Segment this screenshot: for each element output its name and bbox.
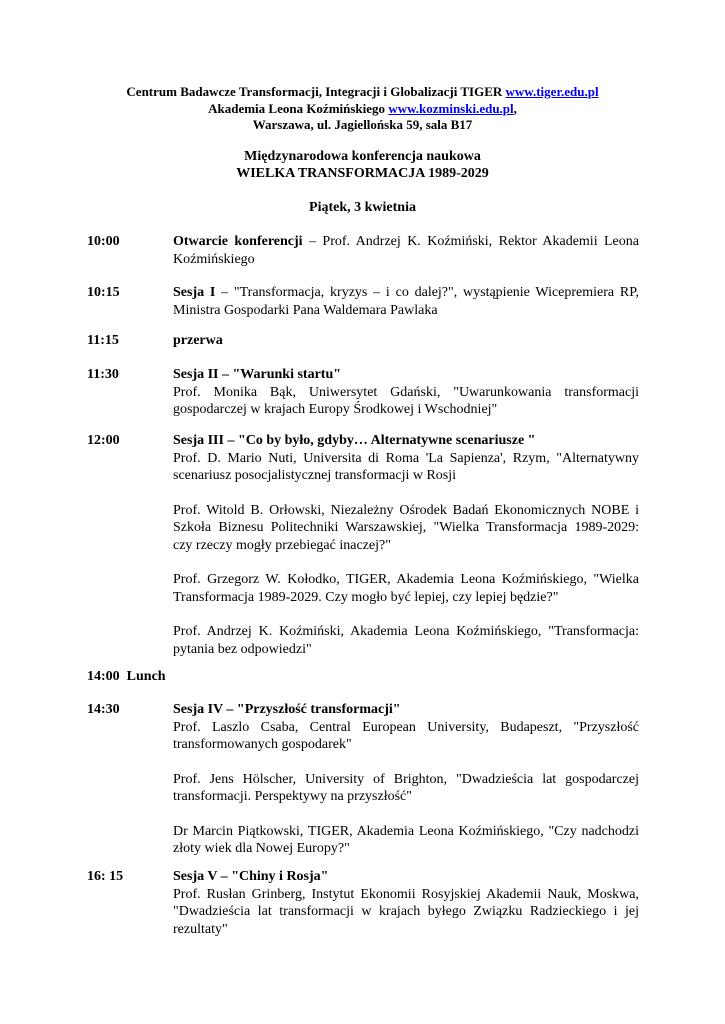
conference-name: WIELKA TRANSFORMACJA 1989-2029 (236, 166, 489, 181)
entry-content (173, 868, 639, 938)
conference-type: Międzynarodowa konferencja naukowa (244, 149, 481, 164)
entry-time: 10:00 (87, 234, 120, 249)
comma: , (513, 100, 517, 116)
conference-title (0, 148, 725, 182)
entry-content (173, 233, 639, 268)
session-title: Sesja II – "Warunki startu" (173, 367, 342, 382)
entry-content (173, 366, 639, 419)
header-line-kozminski (0, 101, 725, 118)
entry-time: 12:00 (87, 433, 120, 448)
entry-description: – Prof. Andrzej K. Koźmiński, Rektor Akademii Leona Koźmińskiego (173, 234, 639, 267)
lunch-entry: 14:00 Lunch (87, 669, 166, 684)
entry-content (173, 332, 639, 350)
entry-content (173, 432, 639, 658)
tiger-name: Centrum Badawcze Transformacji, Integracji i Globalizacji TIGER (126, 84, 506, 99)
entry-content (173, 284, 639, 319)
presentation: Prof. Rusłan Grinberg, Instytut Ekonomii Rosyjskiej Akademii Nauk, Moskwa, "Dwadzieścia lat transformacji w krajach byłego Związku Radzieckiego i jej rezultaty" (173, 886, 639, 937)
header-address: Warszawa, ul. Jagiellońska 59, sala B17 (252, 117, 473, 132)
organizers-header (0, 84, 725, 134)
entry-time: 14:30 (87, 702, 120, 717)
entry-time: 16: 15 (87, 869, 124, 884)
presentation: Prof. Laszlo Csaba, Central European University, Budapeszt, "Przyszłość transformowanych gospodarek" (173, 719, 639, 752)
presentation: Prof. Monika Bąk, Uniwersytet Gdański, "Uwarunkowania transformacji gospodarczej w krajach Europy Środkowej i Wschodniej" (173, 384, 639, 417)
tiger-link[interactable]: www.tiger.edu.pl (505, 84, 599, 99)
session-title: Sesja IV – "Przyszłość transformacji" (173, 702, 401, 717)
kozminski-link[interactable]: www.kozminski.edu.pl (388, 100, 514, 116)
entry-title: Otwarcie konferencji (173, 234, 303, 249)
entry-title: Sesja I (173, 285, 216, 300)
presentation: Prof. Andrzej K. Koźmiński, Akademia Leona Koźmińskiego, "Transformacja: pytania bez odpowiedzi" (173, 624, 639, 657)
entry-time: 11:30 (87, 367, 119, 382)
presentation: Prof. Grzegorz W. Kołodko, TIGER, Akademia Leona Koźmińskiego, "Wielka Transformacja 1989-2029. Czy mogło być lepiej, czy lepiej będzie?" (173, 572, 639, 605)
session-title: Sesja III – "Co by było, gdyby… Alternatywne scenariusze " (173, 433, 536, 448)
presentation: Prof. D. Mario Nuti, Universita di Roma 'La Sapienza', Rzym, "Alternatywny scenariusz posocjalistycznej transformacji w Rosji (173, 450, 639, 483)
day-heading: Piątek, 3 kwietnia (309, 200, 416, 215)
presentation: Prof. Jens Hölscher, University of Brighton, "Dwadzieścia lat gospodarczej transformacji. Perspektywy na przyszłość" (173, 771, 639, 804)
kozminski-name: Akademia Leona Koźmińskiego (208, 100, 389, 116)
entry-title: przerwa (173, 333, 223, 348)
entry-time: 11:15 (87, 333, 119, 348)
presentation: Dr Marcin Piątkowski, TIGER, Akademia Leona Koźmińskiego, "Czy nadchodzi złoty wiek dla Nowej Europy?" (173, 823, 639, 856)
presentation: Prof. Witold B. Orłowski, Niezależny Ośrodek Badań Ekonomicznych NOBE i Szkoła Biznesu Politechniki Warszawskiej, "Wielka Transformacja 1989-2029: czy rzeczy mogły przebiegać inaczej?" (173, 502, 639, 553)
session-title: Sesja V – "Chiny i Rosja" (173, 869, 329, 884)
entry-time: 10:15 (87, 285, 120, 300)
header-line-tiger (0, 84, 725, 101)
entry-content (173, 701, 639, 858)
entry-description: – "Transformacja, kryzys – i co dalej?", wystąpienie Wicepremiera RP, Ministra Gospodarki Pana Waldemara Pawlaka (173, 285, 639, 318)
